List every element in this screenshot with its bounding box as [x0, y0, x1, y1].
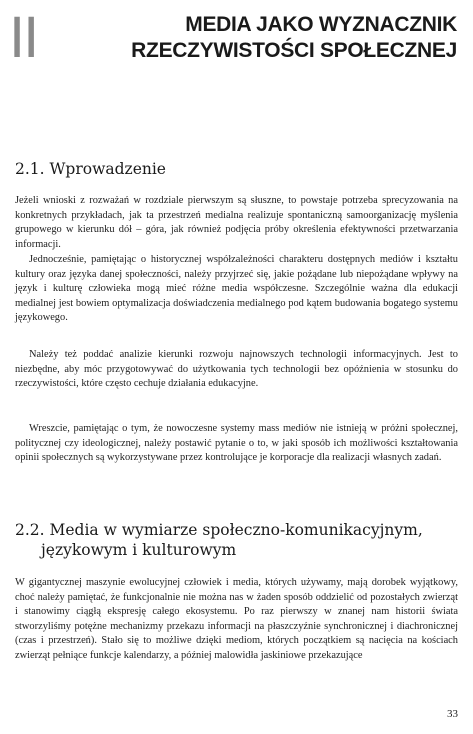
paragraph: Należy też poddać analizie kierunki rozwoju najnowszych technologii informacyjnych. Jest to niezbędne, aby móc przygotowywać do użytkowania tych technologii bez opóźnienia w stosunku do rzeczywistości, które często cechuje działania edukacyjne. — [15, 349, 458, 390]
section-heading — [15, 520, 423, 560]
chapter-number: II — [9, 5, 38, 70]
section-heading: 2.1. Wprowadzenie — [15, 160, 166, 178]
chapter-title-line2: RZECZYWISTOŚCI SPOŁECZNEJ — [131, 39, 457, 62]
page-number: 33 — [447, 708, 458, 720]
chapter-title — [97, 12, 457, 64]
section-heading-line2: językowym i kulturowym — [41, 541, 237, 559]
section-heading-line1: 2.2. Media w wymiarze społeczno-komunikacyjnym, — [15, 521, 423, 539]
paragraph: Jednocześnie, pamiętając o historycznej współzależności charakteru dostępnych mediów i kształtu kultury oraz języka danej społeczności, należy przyjrzeć się, jakie pożądane lub niepożądane wpływy na język i kulturę człowieka mogą mieć różne media współczesne. Szczególnie ważna dla edukacji medialnej jest bowiem optymalizacja doświadczenia medialnego pod kątem budowania bogatego systemu językowego. — [15, 254, 458, 324]
paragraph: Wreszcie, pamiętając o tym, że nowoczesne systemy mass mediów nie istnieją w próżni społecznej, politycznej czy ideologicznej, należy postawić pytanie o to, w jaki sposób ich możliwości kształtowania opinii społecznych są wykorzystywane przez kontrolujące je korporacje dla realizacji własnych zadań. — [15, 423, 458, 464]
paragraph: Jeżeli wnioski z rozważań w rozdziale pierwszym są słuszne, to powstaje potrzeba sprecyzowania na konkretnych przykładach, jak ta przestrzeń medialna realizuje spontaniczną samoorganizację myślenia grupowego w kierunku dół – góra, jak również podjęcia próby określenia efektywności przetwarzania informacji. — [15, 195, 458, 250]
paragraph: W gigantycznej maszynie ewolucyjnej człowiek i media, których używamy, mają dorobek wyjątkowy, choć należy pamiętać, że funkcjonalnie nie można nas w żaden sposób oddzielić od pozostałych zwierząt i stanowimy ciągłą ekspresję całego ekosystemu. Po raz pierwszy w znanej nam historii świata stworzyliśmy potężne mechanizmy przekazu informacji na płaszczyźnie synchronicznej i diachronicznej (czas i przestrzeń). Stało się to możliwe dzięki mediom, których początkiem są nacięcia na kościach zwierząt pełniące funkcje kalendarzy, a później malowidła jaskiniowe przekazujące — [15, 577, 458, 661]
chapter-title-line1: MEDIA JAKO WYZNACZNIK — [185, 13, 457, 36]
